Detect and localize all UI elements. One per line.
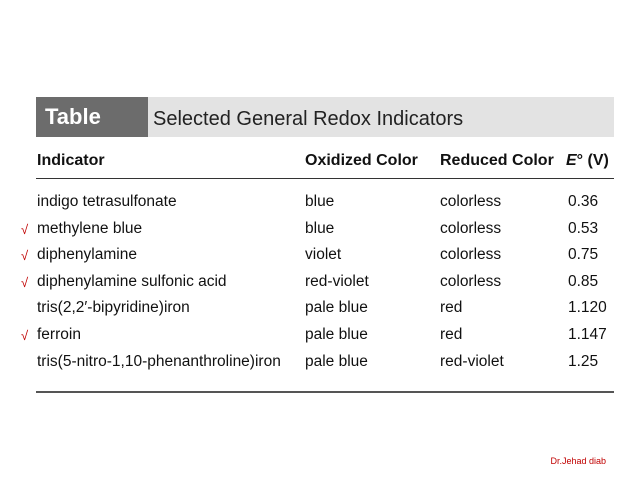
cell-reduced: red <box>440 299 463 316</box>
cell-indicator: indigo tetrasulfonate <box>37 193 177 210</box>
column-header-indicator: Indicator <box>37 152 105 169</box>
cell-oxidized: pale blue <box>305 326 368 343</box>
cell-indicator: diphenylamine <box>37 246 137 263</box>
cell-potential: 1.25 <box>568 353 599 370</box>
table-bottom-rule <box>36 391 614 393</box>
column-header-oxidized-color: Oxidized Color <box>305 152 418 169</box>
cell-oxidized: blue <box>305 220 335 237</box>
column-header-potential <box>566 152 609 170</box>
potential-symbol: E <box>566 152 577 169</box>
table-caption: Selected General Redox Indicators <box>153 108 464 130</box>
author-credit: Dr.Jehad diab <box>550 456 606 466</box>
cell-indicator: tris(2,2′-bipyridine)iron <box>37 299 190 316</box>
check-mark: √ <box>21 248 29 263</box>
cell-reduced: colorless <box>440 193 502 210</box>
cell-oxidized: red-violet <box>305 273 369 290</box>
cell-potential: 0.36 <box>568 193 599 210</box>
check-mark: √ <box>21 328 29 343</box>
cell-reduced: colorless <box>440 273 502 290</box>
table-tab-label: Table <box>36 97 148 137</box>
potential-unit: ° (V) <box>576 152 609 169</box>
cell-reduced: red <box>440 326 463 343</box>
cell-indicator: ferroin <box>37 326 81 343</box>
cell-reduced: colorless <box>440 220 502 237</box>
cell-reduced: colorless <box>440 246 502 263</box>
cell-indicator: tris(5-nitro-1,10-phenanthroline)iron <box>37 353 281 370</box>
cell-potential: 1.120 <box>568 299 607 316</box>
cell-reduced: red-violet <box>440 353 504 370</box>
cell-oxidized: blue <box>305 193 335 210</box>
check-mark: √ <box>21 275 29 290</box>
cell-potential: 1.147 <box>568 326 607 343</box>
check-mark: √ <box>21 222 29 237</box>
cell-potential: 0.53 <box>568 220 599 237</box>
cell-indicator: methylene blue <box>37 220 143 237</box>
cell-oxidized: pale blue <box>305 353 368 370</box>
cell-potential: 0.85 <box>568 273 599 290</box>
cell-potential: 0.75 <box>568 246 599 263</box>
cell-indicator: diphenylamine sulfonic acid <box>37 273 227 290</box>
column-header-reduced-color: Reduced Color <box>440 152 554 169</box>
cell-oxidized: violet <box>305 246 342 263</box>
cell-oxidized: pale blue <box>305 299 368 316</box>
header-rule <box>36 178 614 179</box>
